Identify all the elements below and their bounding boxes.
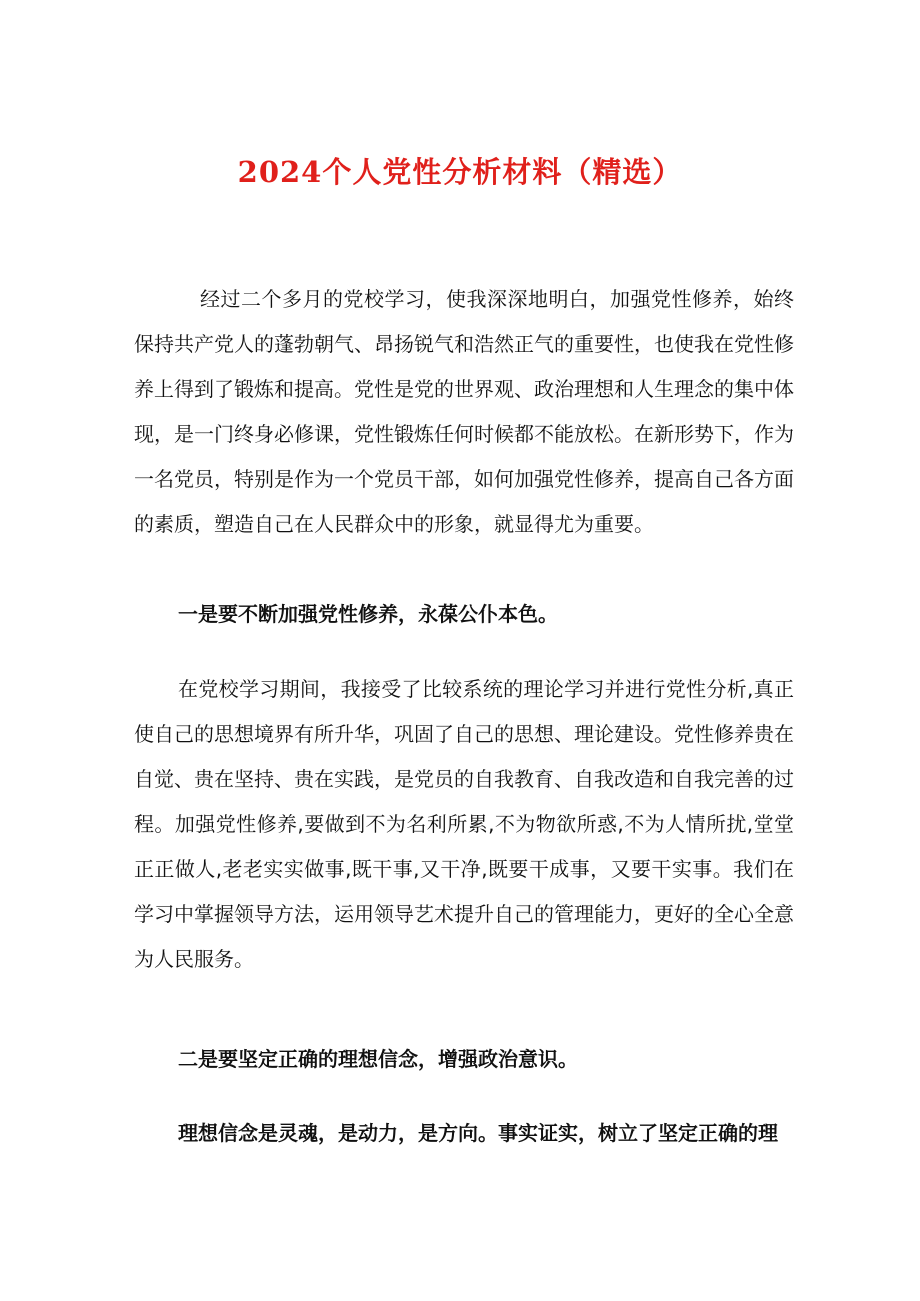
section-heading-2: 二是要坚定正确的理想信念，增强政治意识。 (178, 1047, 578, 1071)
section-paragraph-1: 在党校学习期间，我接受了比较系统的理论学习并进行党性分析,真正使自己的思想境界有所升华，巩固了自己的思想、理论建设。党性修养贵在自觉、贵在坚持、贵在实践，是党员的自我教育、自我改造和自我完善的过程。加强党性修养,要做到不为名利所累,不为物欲所惑,不为人情所扰,堂堂正正做人,老老实实做事,既干事,又干净,既要干成事，又要干实事。我们在学习中掌握领导方法，运用领导艺术提升自己的管理能力，更好的全心全意为人民服务。 (134, 677, 794, 971)
section-paragraph-2: 理想信念是灵魂，是动力，是方向。事实证实，树立了坚定正确的理 (178, 1121, 778, 1145)
document-title: 2024个人党性分析材料（精选） (237, 155, 683, 189)
intro-paragraph: 经过二个多月的党校学习，使我深深地明白，加强党性修养，始终保持共产党人的蓬勃朝气、昂扬锐气和浩然正气的重要性，也使我在党性修养上得到了锻炼和提高。党性是党的世界观、政治理想和人生理念的集中体现，是一门终身必修课，党性锻炼任何时候都不能放松。在新形势下，作为一名党员，特别是作为一个党员干部，如何加强党性修养，提高自己各方面的素质，塑造自己在人民群众中的形象，就显得尤为重要。 (134, 287, 794, 536)
section-heading-1: 一是要不断加强党性修养，永葆公仆本色。 (178, 602, 558, 626)
